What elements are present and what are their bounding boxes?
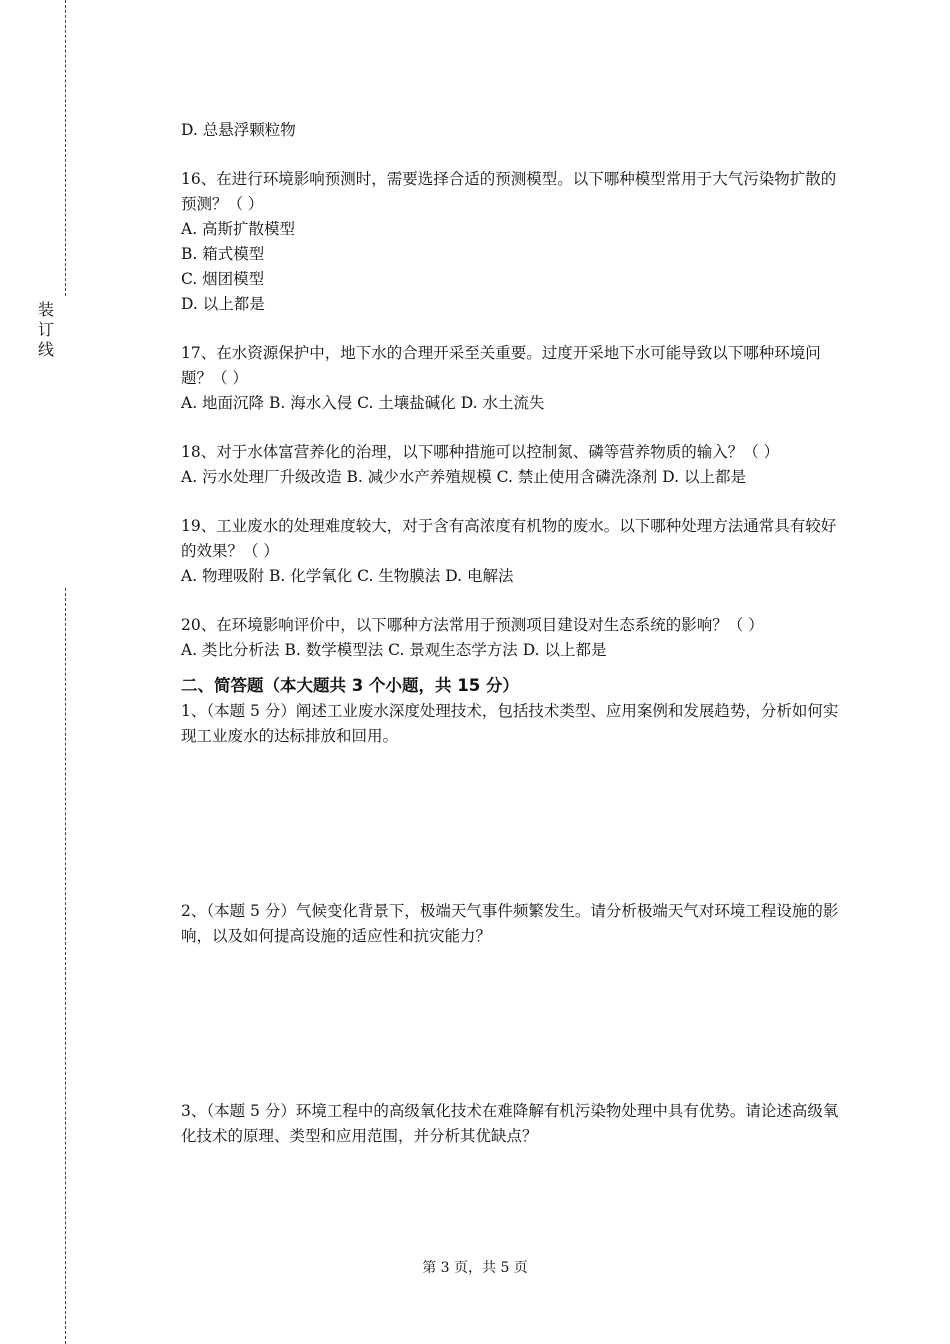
question-18-stem: 18、对于水体富营养化的治理，以下哪种措施可以控制氮、磷等营养物质的输入？（ ） bbox=[181, 443, 780, 461]
page-footer: 第 3 页，共 5 页 bbox=[422, 1260, 528, 1276]
question-16 bbox=[181, 167, 841, 317]
question-18-options: A. 污水处理厂升级改造 B. 减少水产养殖规模 C. 禁止使用含磷洗涤剂 D. 以上都是 bbox=[181, 468, 746, 486]
question-16-option-d: D. 以上都是 bbox=[181, 295, 265, 313]
question-15-tail bbox=[181, 118, 841, 143]
binding-dashed-line-bottom bbox=[65, 588, 66, 1344]
section-title-short-answer: 二、简答题（本大题共 3 个小题，共 15 分） bbox=[181, 676, 519, 695]
question-20 bbox=[181, 613, 841, 663]
question-16-option-c: C. 烟团模型 bbox=[181, 270, 265, 288]
question-16-option-b: B. 箱式模型 bbox=[181, 245, 265, 263]
question-17-options: A. 地面沉降 B. 海水入侵 C. 土壤盐碱化 D. 水土流失 bbox=[181, 394, 545, 412]
essay-question-2: 2、（本题 5 分）气候变化背景下，极端天气事件频繁发生。请分析极端天气对环境工程设施的影响，以及如何提高设施的适应性和抗灾能力？ bbox=[181, 902, 839, 945]
question-19-options: A. 物理吸附 B. 化学氧化 C. 生物膜法 D. 电解法 bbox=[181, 567, 514, 585]
question-19 bbox=[181, 514, 841, 589]
question-16-option-a: A. 高斯扩散模型 bbox=[181, 220, 296, 238]
question-15-option-d: D. 总悬浮颗粒物 bbox=[181, 121, 296, 139]
question-18 bbox=[181, 440, 841, 490]
question-17 bbox=[181, 341, 841, 416]
binding-label-char: 线 bbox=[37, 340, 54, 359]
binding-label-char: 装 bbox=[37, 300, 54, 319]
answer-space-1 bbox=[181, 749, 841, 899]
binding-dashed-line-top bbox=[65, 0, 66, 296]
question-17-stem: 17、在水资源保护中，地下水的合理开采至关重要。过度开采地下水可能导致以下哪种环境问题？（ ） bbox=[181, 344, 821, 387]
question-19-stem: 19、工业废水的处理难度较大，对于含有高浓度有机物的废水。以下哪种处理方法通常具有较好的效果？（ ） bbox=[181, 517, 837, 560]
binding-label-char: 订 bbox=[37, 320, 54, 339]
question-20-options: A. 类比分析法 B. 数学模型法 C. 景观生态学方法 D. 以上都是 bbox=[181, 641, 607, 659]
question-20-stem: 20、在环境影响评价中，以下哪种方法常用于预测项目建设对生态系统的影响？（ ） bbox=[181, 616, 764, 634]
answer-space-2 bbox=[181, 949, 841, 1099]
question-16-stem: 16、在进行环境影响预测时，需要选择合适的预测模型。以下哪种模型常用于大气污染物扩散的预测？（ ） bbox=[181, 170, 837, 213]
essay-question-3: 3、（本题 5 分）环境工程中的高级氧化技术在难降解有机污染物处理中具有优势。请论述高级氧化技术的原理、类型和应用范围，并分析其优缺点？ bbox=[181, 1102, 839, 1145]
binding-label bbox=[36, 300, 56, 360]
essay-question-1: 1、（本题 5 分）阐述工业废水深度处理技术，包括技术类型、应用案例和发展趋势，分析如何实现工业废水的达标排放和回用。 bbox=[181, 702, 839, 745]
exam-content bbox=[181, 118, 841, 1149]
